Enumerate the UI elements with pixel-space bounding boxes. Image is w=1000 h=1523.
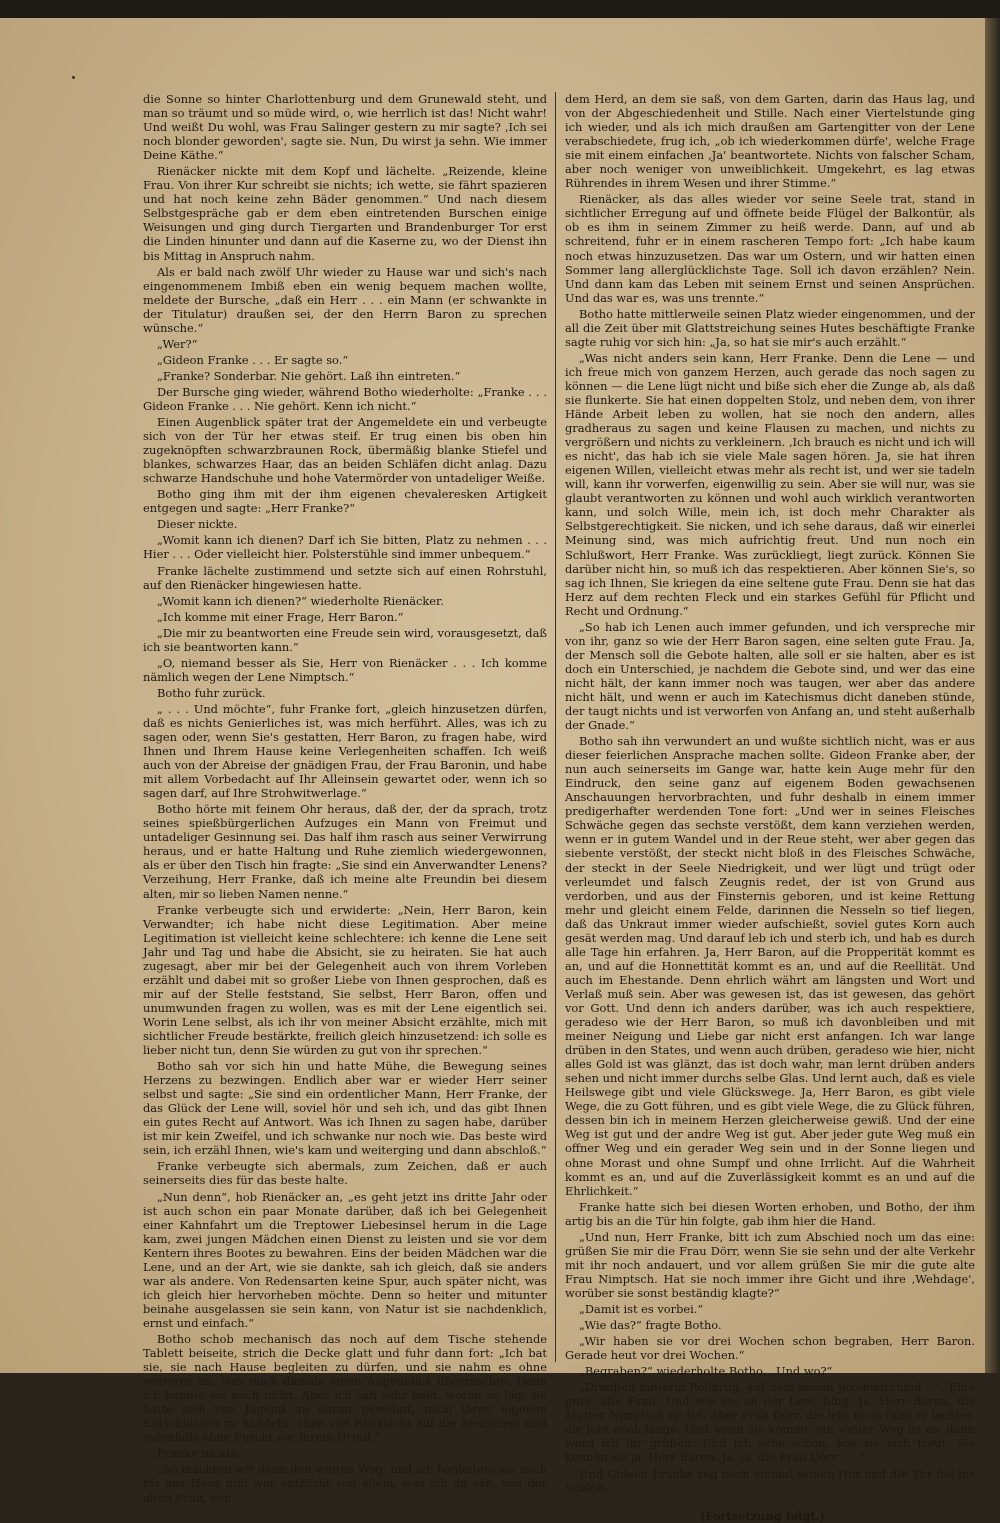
paragraph: Rienäcker nickte mit dem Kopf und lächelte. „Reizende, kleine Frau. Von ihrer Kur schreibt sie nichts; ich wette, sie fährt spazieren und hat noch keine zehn Bäder genommen.“ Und nach diesem Selbstgespräche gab er dem eben eintretenden Burschen einige Weisungen und ging durch Tiergarten und Brandenburger Tor erst die Linden hinunter und dann auf die Kaserne zu, wo der Dienst ihn bis Mittag in Anspruch nahm. — [143, 164, 547, 263]
paragraph: Botho ging ihm mit der ihm eigenen chevaleresken Artigkeit entgegen und sagte: „Herr Franke?“ — [143, 487, 547, 516]
paragraph: Rienäcker, als das alles wieder vor seine Seele trat, stand in sichtlicher Erregung auf und öffnete beide Flügel der Balkontür, als ob es ihm in seinem Zimmer zu heiß werde. Dann, auf und ab schreitend, fuhr er in einem rascheren Tempo fort: „Ich habe kaum noch etwas hinzuzusetzen. Das war um Ostern, und wir hatten einen Sommer lang allerglücklichste Tage. Soll ich davon erzählen? Nein. Und dann kam das Leben mit seinem Ernst und seinen Ansprüchen. Und das war es, was uns trennte.“ — [565, 192, 975, 305]
paragraph: Franke verbeugte sich abermals, zum Zeichen, daß er auch seinerseits dies für das beste halte. — [143, 1159, 547, 1188]
continuation-note: (Fortsetzung folgt.) — [699, 1508, 825, 1523]
paragraph: „Damit ist es vorbei.“ — [579, 1301, 704, 1316]
right-column — [565, 92, 975, 1523]
paragraph: „Womit kann ich dienen?“ wiederholte Rienäcker. — [157, 593, 444, 608]
paragraph: „Begraben?“ wiederholte Botho, „Und wo?“ — [579, 1364, 833, 1379]
paragraph: „Ich komme mit einer Frage, Herr Baron.“ — [157, 609, 404, 624]
paragraph: „Was nicht anders sein kann, Herr Franke. Denn die Lene — und ich freue mich von ganzem Herzen, auch gerade das noch sagen zu können — die Lene lügt nicht und biße sich eher die Zunge ab, als daß sie flunkerte. Sie hat einen doppelten Stolz, und neben dem, von ihrer Hände Arbeit leben zu wollen, hat sie noch den andern, alles gradheraus zu sagen und keine Flausen zu machen, und nichts zu vergrößern und nichts zu verkleinern. ‚Ich brauch es nicht und ich will es nicht', das hab ich sie viele Male sagen hören. Ja, sie hat ihren eigenen Willen, vielleicht etwas mehr als recht ist, und wer sie tadeln will, kann ihr vorwerfen, eigenwillig zu sein. Aber sie will nur, was sie glaubt verantworten zu können und wohl auch wirklich verantworten kann, und solch Wille, mein ich, ist doch mehr Charakter als Selbstgerechtigkeit. Sie nicken, und ich sehe daraus, daß wir einerlei Meinung sind, was mich aufrichtig freut. Und nun noch ein Schlußwort, Herr Franke. Was zurückliegt, liegt zurück. Können Sie darüber nicht hin, so muß ich das respektieren. Aber können Sie's, so sag ich Ihnen, Sie kriegen da eine seltene gute Frau. Denn sie hat das Herz auf dem rechten Fleck und ein starkes Gefühl für Pflicht und Recht und Ordnung.“ — [565, 350, 975, 618]
paragraph: Botho schob mechanisch das noch auf dem Tische stehende Tablett beiseite, strich die Decke glatt und fuhr dann fort: „Ich bat sie, sie nach Hause begleiten zu dürfen, und sie nahm es ohne weiteres an, was mich damals einen Augenblick überraschte. Denn ich kannte sie noch nicht. Aber ich sah sehr bald, woran es lag; sie hatte sich von Jugend an daran gewöhnt, nach ihren eigenen Entschlüssen zu handeln, ohne viel Rücksicht auf die Menschen und jedenfalls ohne Furcht vor ihrem Urteil.“ — [143, 1331, 547, 1445]
paragraph: „Die mir zu beantworten eine Freude sein wird, vorausgesetzt, daß ich sie beantworten kann.“ — [143, 625, 547, 654]
paragraph: Botho sah ihn verwundert an und wußte sichtlich nicht, was er aus dieser feierlichen Ansprache machen sollte. Gideon Franke aber, der nun auch seinerseits im Gange war, hatte kein Auge mehr für den Eindruck, den seine ganz auf eigenem Boden gewachsenen Anschauungen hervorbrachten, und fuhr deshalb in einem immer predigerhafter werdenden Tone fort: „Und wer in seines Fleisches Schwäche gegen das sechste verstößt, dem kann verziehen werden, wenn er in gutem Wandel und in der Reue steht, wer aber gegen das siebente verstößt, der steckt nicht bloß in des Fleisches Schwäche, der steckt in der Seele Niedrigkeit, und wer lügt und trügt oder verleumdet und falsch Zeugnis redet, der ist von Grund aus verdorben, und aus der Finsternis geboren, und ist keine Rettung mehr und gleicht einem Felde, darinnen die Nesseln so tief liegen, daß das Unkraut immer wieder aufschießt, soviel gutes Korn auch gesät werden mag. Und darauf leb ich und sterb ich, und hab es durch alle Tage hin erfahren. Ja, Herr Baron, auf die Propperität kommt es an, und auf die Honnettität kommt es an, und auf die Reellität. Und auch im Ehestande. Denn ehrlich währt am längsten und Wort und Verlaß muß sein. Aber was gewesen ist, das ist gewesen, das gehört vor Gott. Und denn ich anders darüber, was ich auch respektiere, geradeso wie der Herr Baron, so muß ich davonbleiben und mit meiner Neigung und Liebe gar nicht erst anfangen. Ich war lange drüben in den States, und wenn auch drüben, geradeso wie hier, nicht alles Gold ist was glänzt, das ist doch wahr, man lernt drüben anders sehen und nicht immer durchs selbe Glas. Und lernt auch, daß es viele Heilswege gibt und viele Glückswege. Ja, Herr Baron, es gibt viele Wege, die zu Gott führen, und es gibt viele Wege, die zu Glück führen, dessen bin ich in meinem Herzen gleicherweise gewiß. Und der eine Weg ist gut und der andre Weg ist gut. Aber jeder gute Weg muß ein offner Weg und ein gerader Weg sein und in der Sonne liegen und ohne Morast und ohne Sumpf und ohne Irrlicht. Auf die Wahrheit kommt es an, und auf die Zuverlässigkeit kommt es an und auf die Ehrlichkeit.“ — [565, 734, 975, 1198]
paragraph: „Womit kann ich dienen? Darf ich Sie bitten, Platz zu nehmen . . . Hier . . . Oder vielleicht hier. Polsterstühle sind immer unbequem.“ — [143, 533, 547, 562]
left-column — [143, 92, 547, 1507]
paragraph: Der Bursche ging wieder, während Botho wiederholte: „Franke . . . Gideon Franke . . . Nie gehört. Kenn ich nicht.“ — [143, 384, 547, 413]
paragraph: „So hab ich Lenen auch immer gefunden, und ich verspreche mir von ihr, ganz so wie der Herr Baron sagen, eine selten gute Frau. Ja, der Mensch soll die Gebote halten, alle soll er sie halten, aber es ist doch ein Unterschied, je nachdem die Gebote sind, und wer das eine nicht hält, der kann immer noch was taugen, wer aber das andere nicht hält, und wenn er auch im Katechismus dicht daneben stünde, der taugt nichts und ist verworfen von Anfang an, und steht außerhalb der Gnade.“ — [565, 619, 975, 733]
paragraph: „O, niemand besser als Sie, Herr von Rienäcker . . . Ich komme nämlich wegen der Lene Nimptsch.“ — [143, 655, 547, 684]
paragraph: Dieser nickte. — [157, 517, 238, 532]
paragraph: „Wer?“ — [157, 336, 198, 351]
paragraph: Botho fuhr zurück. — [157, 685, 266, 700]
paragraph: „ . . . Und möchte“, fuhr Franke fort, „gleich hinzusetzen dürfen, daß es nichts Genierliches ist, was mich herführt. Alles, was ich zu sagen oder, wenn Sie's gestatten, Herr Baron, zu fragen habe, wird Ihnen und Ihrem Hause keine Verlegenheiten schaffen. Ich weiß auch von der Abreise der gnädigen Frau, der Frau Baronin, und habe mit allem Vorbedacht auf Ihr Alleinsein gewartet oder, wenn ich so sagen darf, auf Ihre Strohwitwerlage.“ — [143, 701, 547, 801]
paragraph: Botho hatte mittlerweile seinen Platz wieder eingenommen, und der all die Zeit über mit Glattstreichung seines Hutes beschäftigte Franke sagte ruhig vor sich hin: „Ja, so hat sie mir's auch erzählt.“ — [565, 306, 975, 349]
paragraph: „Wie das?“ fragte Botho. — [579, 1318, 722, 1333]
paragraph: „Franke? Sonderbar. Nie gehört. Laß ihn eintreten.“ — [157, 368, 461, 383]
paragraph: Franke hatte sich bei diesen Worten erhoben, und Botho, der ihm artig bis an die Tür hin folgte, gab ihm hier die Hand. — [565, 1199, 975, 1228]
paragraph: Botho sah vor sich hin und hatte Mühe, die Bewegung seines Herzens zu bezwingen. Endlich aber war er wieder Herr seiner selbst und sagte: „Sie sind ein ordentlicher Mann, Herr Franke, der das Glück der Lene will, soviel hör und seh ich, und das gibt Ihnen ein gutes Recht auf Antwort. Was ich Ihnen zu sagen habe, darüber ist mir kein Zweifel, und ich schwanke nur noch wie. Das beste wird sein, ich erzähl Ihnen, wie's kam und weiterging und dann abschloß.“ — [143, 1059, 547, 1158]
paragraph: „Wir haben sie vor drei Wochen schon begraben, Herr Baron. Gerade heut vor drei Wochen.“ — [565, 1334, 975, 1363]
paragraph: dem Herd, an dem sie saß, von dem Garten, darin das Haus lag, und von der Abgeschiedenheit und Stille. Nach einer Viertelstunde ging ich wieder, und als ich mich draußen am Gartengitter von der Lene verabschiedete, frug ich, „ob ich wiederkommen dürfe', welche Frage sie mit einem einfachen ‚Ja' beantwortete. Nichts von falscher Scham, aber noch weniger von unweiblichkeit. Umgekehrt, es lag etwas Rührendes in ihrem Wesen und ihrer Stimme.“ — [565, 92, 975, 191]
paragraph: Als er bald nach zwölf Uhr wieder zu Hause war und sich's nach eingenommenem Imbiß eben ein wenig bequem machen wollte, meldete der Bursche, „daß ein Herr . . . ein Mann (er schwankte in der Titulatur) draußen sei, der den Herrn Baron zu sprechen wünsche.“ — [143, 264, 547, 335]
paragraph: Einen Augenblick später trat der Angemeldete ein und verbeugte sich von der Tür her etwas steif. Er trug einen bis oben hin zugeknöpften schwarzbraunen Rock, übermäßig blanke Stiefel und blankes, schwarzes Haar, das an beiden Schläfen dicht anlag. Dazu schwarze Handschuhe und hohe Vatermörder von untadeliger Weiße. — [143, 415, 547, 486]
paragraph: „Nun denn“, hob Rienäcker an, „es geht jetzt ins dritte Jahr oder ist auch schon ein paar Monate darüber, daß ich bei Gelegenheit einer Kahnfahrt um die Treptower Liebesinsel herum in die Lage kam, zwei jungen Mädchen einen Dienst zu leisten und sie vor dem Kentern ihres Bootes zu bewahren. Eins der beiden Mädchen war die Lene, und an der Art, wie sie dankte, sah ich gleich, daß sie anders war als andere. Von Redensarten keine Spur, auch später nicht, was ich gleich hier hervorheben möchte. Denn so heiter und mitunter beinahe ausgelassen sie sein kann, von Natur ist sie nachdenklich, ernst und einfach.“ — [143, 1189, 547, 1330]
paragraph: „Gideon Franke . . . Er sagte so.“ — [157, 352, 349, 367]
paragraph: Botho hörte mit feinem Ohr heraus, daß der, der da sprach, trotz seines spießbürgerlichen Aufzuges ein Mann von Freimut und untadeliger Gesinnung sei. Das half ihm rasch aus seiner Verwirrung heraus, und er hatte Haltung und Ruhe ziemlich wiedergewonnen, als er über den Tisch hin fragte: „Sie sind ein Anverwandter Lenens? Verzeihung, Herr Franke, daß ich meine alte Freundin bei diesem alten, mir so lieben Namen nenne.“ — [143, 802, 547, 901]
paragraph: „So machten wir denn den weiten Weg, und ich begleitete sie noch bis ans Haus und war entzückt von allem, was ich da sah, von der alten Frau, von — [143, 1462, 547, 1505]
paragraph: „Und nun, Herr Franke, bitt ich zum Abschied noch um das eine: grüßen Sie mir die Frau Dörr, wenn Sie sie sehn und der alte Verkehr mit ihr noch andauert, und vor allem grüßen Sie mir die gute alte Frau Nimptsch. Hat sie noch immer ihre Gicht und ihre ‚Wehdage', worüber sie sonst beständig klagte?“ — [565, 1229, 975, 1300]
scan-top-border — [0, 0, 1000, 18]
paragraph: Franke nickte. — [157, 1446, 241, 1461]
paragraph: Und Gideon Franke zog noch einmal seinen Hut und die Tür fiel ins Schloß. — [565, 1466, 975, 1495]
paragraph: Franke verbeugte sich und erwiderte: „Nein, Herr Baron, kein Verwandter; ich habe nicht diese Legitimation. Aber meine Legitimation ist vielleicht keine schlechtere: ich kenne die Lene seit Jahr und Tag und habe die Absicht, sie zu heiraten. Sie hat auch zugesagt, aber mir bei der Gelegenheit auch von ihrem Vorleben erzählt und dabei mit so großer Liebe von Ihnen gesprochen, daß es mir auf der Stelle feststand, Sie selbst, Herr Baron, offen und unumwunden fragen zu wollen, was es mit der Lene eigentlich sei. Worin Lene selbst, als ich ihr von meiner Absicht erzählte, mich mit sichtlicher Freude bestärkte, freilich gleich hinzusetzend: ich solle es lieber nicht tun, denn Sie würden zu gut von ihr sprechen.“ — [143, 902, 547, 1058]
column-divider — [555, 92, 556, 1362]
ink-spot — [72, 76, 75, 79]
paragraph: Franke lächelte zustimmend und setzte sich auf einen Rohrstuhl, auf den Rienäcker hingewiesen hatte. — [143, 563, 547, 592]
paragraph: die Sonne so hinter Charlottenburg und dem Grunewald steht, und man so träumt und so müde wird, o, wie herrlich ist das! Nicht wahr! Und weißt Du wohl, was Frau Salinger gestern zu mir sagte? ‚Ich sei noch blonder geworden', sagte sie. Nun, Du wirst ja sehn. Wie immer Deine Käthe.“ — [143, 92, 547, 163]
page-edge — [985, 18, 1000, 1373]
paragraph: „Draußen hinterm Rollkrug, auf dem neuen Jakobikirchhof . . . Eine gute, alte Frau. Und wie sie an der Lene hing. Ja, Herr Baron, die Mutter Nimptsch ist tot. Aber Frau Dörr, die lebt noch (und er lachte), die lebt noch lange. Und wenn sie kommt, ein weiter Weg ist es, dann werd ich ihr grüßen. Und ich sehe schon, wie sie sich freut. Sie kennen sie ja, Herr Baron. Ja, ja, die Frau Dörr . . .“ — [565, 1380, 975, 1465]
